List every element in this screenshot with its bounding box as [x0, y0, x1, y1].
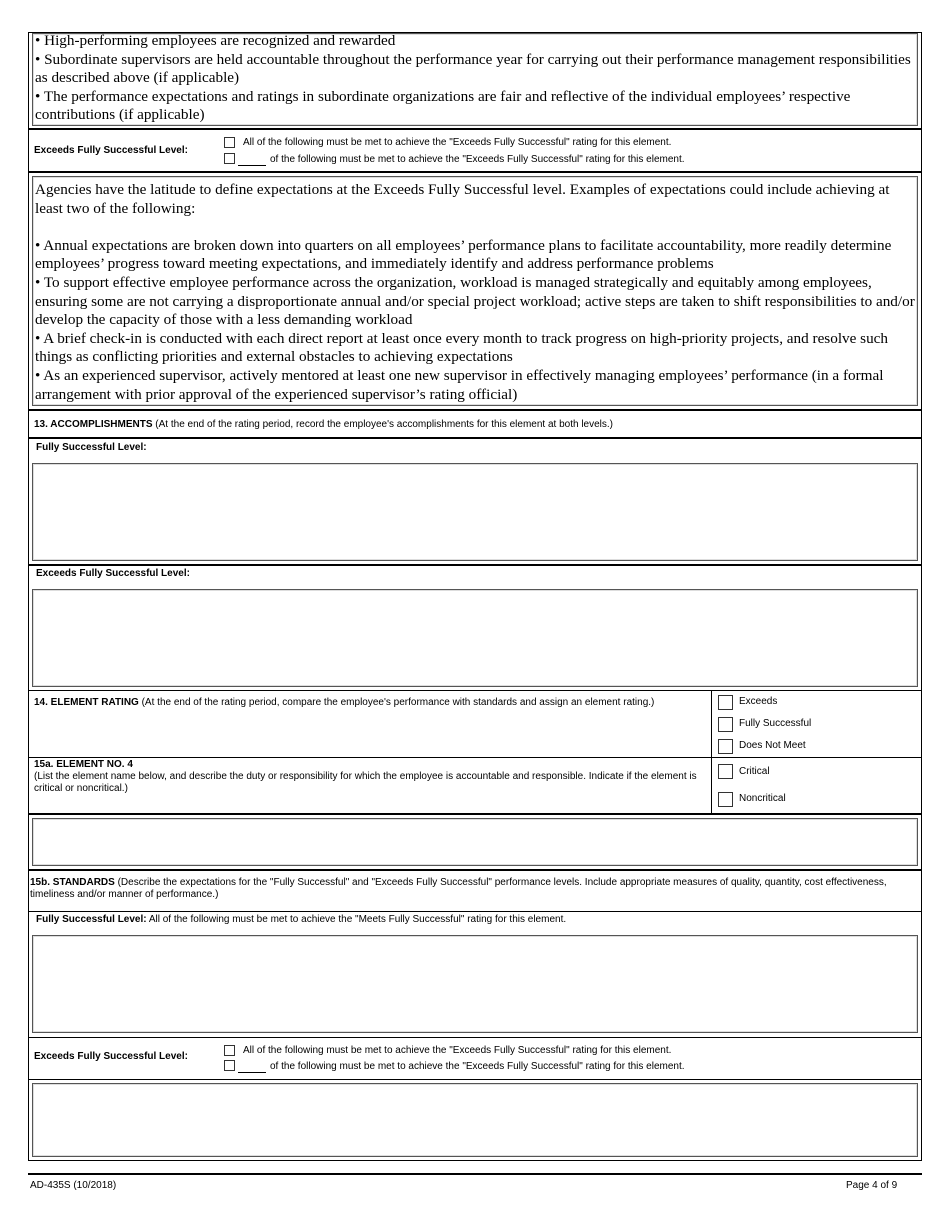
element-no-heading: 15a. ELEMENT NO. 4: [34, 759, 133, 770]
element-rating-title: 14. ELEMENT RATING: [34, 697, 139, 708]
rating-fully-successful-checkbox[interactable]: [718, 717, 733, 732]
standards-fully-heading: [36, 914, 916, 926]
agency-intro: Agencies have the latitude to define expectations at the Exceeds Fully Successful level. Examples of expectations could include achieving at least two of the following:: [35, 181, 890, 217]
element-no-note: (List the element name below, and describe the duty or responsibility for which the employee is accountable and responsible. Indicate if the element is critical or noncritical.): [34, 771, 697, 794]
rating-does-not-meet-checkbox[interactable]: [718, 739, 733, 754]
accomplishments-heading: [34, 419, 914, 431]
form-id: AD-435S (10/2018): [30, 1180, 117, 1191]
standards-heading: [30, 877, 918, 901]
accomplishments-exceeds-label: Exceeds Fully Successful Level:: [36, 568, 190, 579]
exceeds-label-2: Exceeds Fully Successful Level:: [34, 1051, 188, 1062]
exceeds-count-text-1: of the following must be met to achieve the "Exceeds Fully Successful" rating for this element.: [270, 154, 685, 165]
exceeds-all-checkbox-1[interactable]: [224, 137, 235, 148]
footer-rule: [28, 1173, 922, 1175]
standards-fully-note: All of the following must be met to achieve the "Meets Fully Successful" rating for this element.: [146, 914, 567, 925]
accomplishments-note: (At the end of the rating period, record the employee's accomplishments for this element at both levels.): [152, 419, 614, 430]
exceeds-count-blank-2[interactable]: [238, 1072, 266, 1073]
top-bullet-text: [35, 32, 915, 125]
noncritical-label: Noncritical: [739, 793, 786, 804]
standards-fully-field[interactable]: [32, 935, 918, 1033]
accomplishments-exceeds-field[interactable]: [32, 589, 918, 687]
rating-exceeds-label: Exceeds: [739, 696, 778, 707]
agency-bullet: • To support effective employee performance across the organization, workload is managed strategically and equitably among employees, ensuring some are not carrying a disproportionate annual and/or special project workload; active steps are taken to shift responsibilities to and/or develop the capacity of those with a less demanding workload: [35, 273, 915, 329]
accomplishments-title: 13. ACCOMPLISHMENTS: [34, 419, 153, 430]
accomplishments-fully-label: Fully Successful Level:: [36, 442, 147, 453]
accomplishments-fully-field[interactable]: [32, 463, 918, 561]
element-rating-note: (At the end of the rating period, compare the employee's performance with standards and assign an element rating.): [138, 697, 655, 708]
rating-exceeds-checkbox[interactable]: [718, 695, 733, 710]
standards-title: 15b. STANDARDS: [30, 877, 115, 888]
agency-text: [35, 181, 917, 404]
exceeds-standards-field[interactable]: [32, 1083, 918, 1157]
bullet-line: • The performance expectations and ratings in subordinate organizations are fair and reflective of the individual employees’ respective contributions (if applicable): [35, 87, 851, 124]
exceeds-label-1: Exceeds Fully Successful Level:: [34, 145, 188, 156]
agency-bullet: • Annual expectations are broken down into quarters on all employees’ performance plans to facilitate accountability, more readily determine employees’ progress toward meeting expectations, and immediately identify and address performance problems: [35, 236, 892, 273]
rating-does-not-meet-label: Does Not Meet: [739, 740, 806, 751]
noncritical-checkbox[interactable]: [718, 792, 733, 807]
rating-fully-successful-label: Fully Successful: [739, 718, 812, 729]
element-rating-heading: [34, 697, 704, 709]
standards-fully-label: Fully Successful Level:: [36, 914, 147, 925]
exceeds-count-checkbox-1[interactable]: [224, 153, 235, 164]
exceeds-all-text-1: All of the following must be met to achieve the "Exceeds Fully Successful" rating for this element.: [243, 137, 672, 148]
bullet-line: • Subordinate supervisors are held accountable throughout the performance year for carrying out their performance management responsibilities as described above (if applicable): [35, 50, 911, 87]
page-number: Page 4 of 9: [846, 1180, 898, 1191]
exceeds-count-checkbox-2[interactable]: [224, 1060, 235, 1071]
agency-bullet: • A brief check-in is conducted with each direct report at least once every month to track progress on high-priority projects, and resolve such things as conflicting priorities and external obstacles to achieving expectations: [35, 329, 889, 366]
exceeds-all-checkbox-2[interactable]: [224, 1045, 235, 1056]
critical-checkbox[interactable]: [718, 764, 733, 779]
standards-note: (Describe the expectations for the "Fully Successful" and "Exceeds Fully Successful" performance levels. Include appropriate measures of quality, quantity, cost effectiveness, timeliness and/or manner of performance.): [30, 877, 887, 900]
exceeds-count-blank-1[interactable]: [238, 165, 266, 166]
bullet-line: • High-performing employees are recognized and rewarded: [35, 32, 396, 49]
exceeds-count-text-2: of the following must be met to achieve the "Exceeds Fully Successful" rating for this element.: [270, 1061, 685, 1072]
exceeds-all-text-2: All of the following must be met to achieve the "Exceeds Fully Successful" rating for this element.: [243, 1045, 672, 1056]
critical-label: Critical: [739, 766, 770, 777]
element-name-field[interactable]: [32, 818, 918, 866]
agency-bullet: • As an experienced supervisor, actively mentored at least one new supervisor in effectively managing employees’ performance (in a formal arrangement with prior approval of the experienced supervisor’s rating official): [35, 366, 884, 403]
